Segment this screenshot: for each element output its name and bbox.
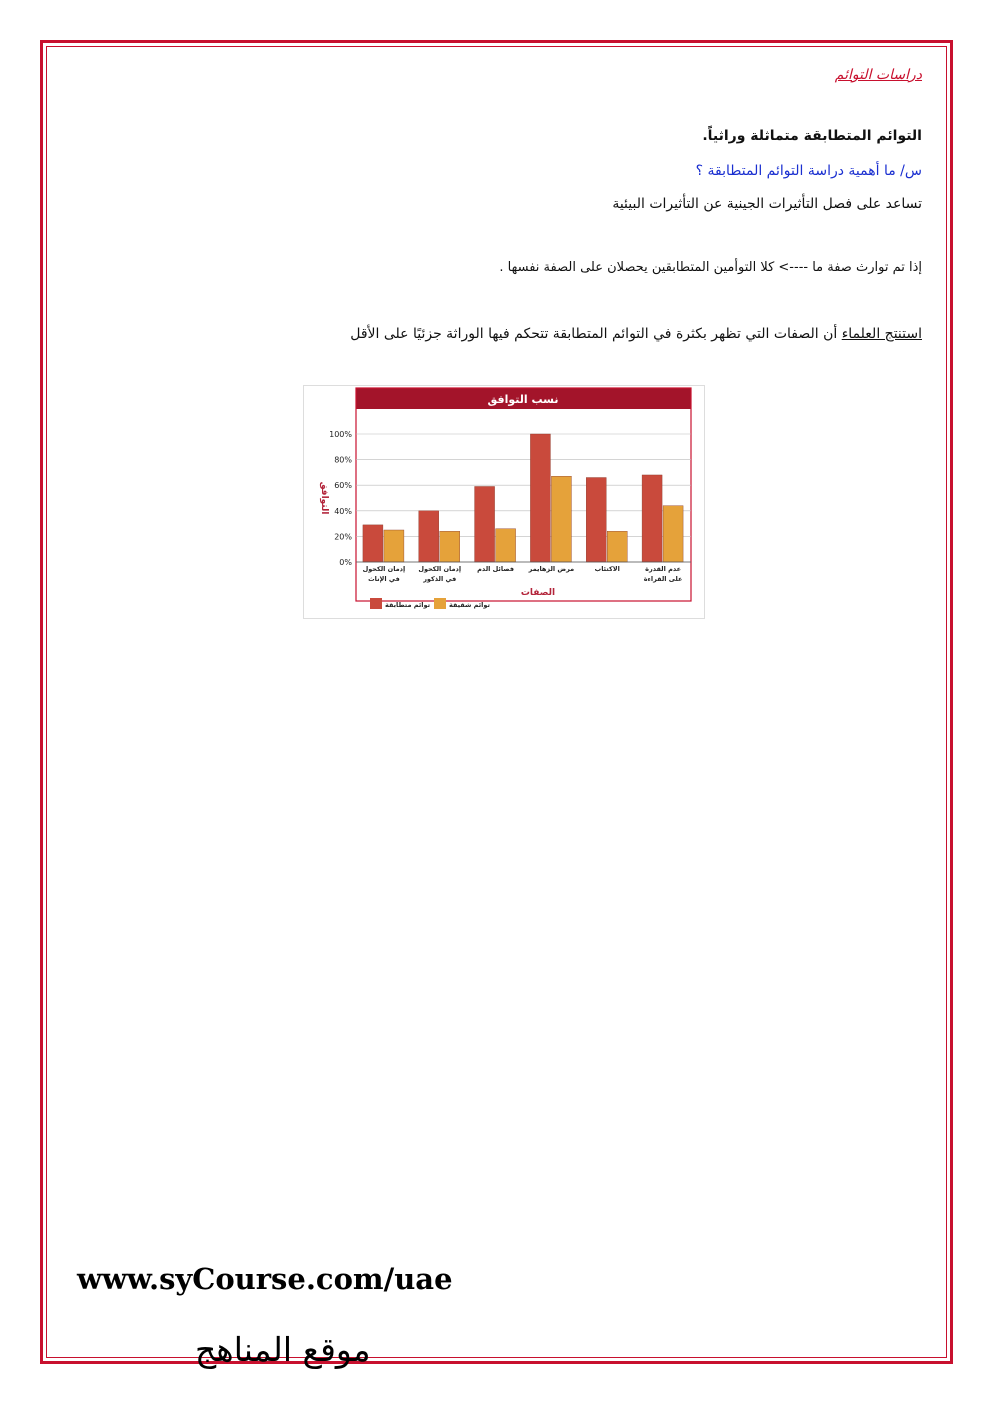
chart-svg	[304, 386, 704, 618]
bar-fraternal	[384, 530, 404, 562]
bar-fraternal	[663, 506, 683, 562]
question-text: س/ ما أهمية دراسة التوائم المتطابقة ؟	[695, 163, 922, 179]
x-tick-label: على القراءة	[643, 575, 683, 583]
bar-identical	[363, 525, 383, 562]
inheritance-statement: إذا تم توارث صفة ما ----> كلا التوأمين المتطابقين يحصلان على الصفة نفسها .	[499, 260, 922, 275]
bar-fraternal	[607, 531, 627, 562]
section-heading: دراسات التوائم	[834, 67, 922, 83]
chart-title: نسب التوافق	[487, 393, 559, 406]
y-axis-label: التوافق	[319, 481, 329, 515]
x-axis-label: الصفات	[520, 588, 556, 598]
x-tick-label: في الذكور	[423, 575, 457, 583]
conclusion-text	[350, 326, 922, 342]
plot-frame	[356, 388, 691, 601]
bar-identical	[642, 475, 662, 562]
x-tick-label: مرض الزهايمر	[528, 565, 575, 573]
bar-identical	[419, 511, 439, 562]
answer-text: تساعد على فصل التأثيرات الجينية عن التأثيرات البيئية	[612, 196, 922, 212]
x-tick-label: إدمان الكحول	[362, 565, 406, 573]
y-tick-label: 0%	[339, 558, 352, 567]
legend-label: توائم متطابقة	[385, 601, 431, 609]
bar-fraternal	[551, 476, 571, 562]
page-border-inner	[46, 46, 947, 1358]
x-tick-label: عدم القدرة	[645, 565, 682, 573]
bar-fraternal	[440, 531, 460, 562]
x-tick-label: فصائل الدم	[477, 565, 514, 573]
x-tick-label: الاكتئاب	[594, 565, 620, 573]
legend-label: توائم شقيقة	[449, 601, 490, 609]
bar-identical	[475, 486, 495, 562]
y-tick-label: 100%	[329, 430, 352, 439]
x-tick-label: إدمان الكحول	[418, 565, 462, 573]
conclusion-lead: استنتج العلماء	[841, 326, 922, 342]
website-url: www.syCourse.com/uae	[77, 1262, 453, 1296]
y-tick-label: 80%	[334, 455, 352, 465]
bar-identical	[586, 478, 606, 562]
x-tick-label: في الإناث	[368, 575, 400, 583]
legend-swatch	[434, 598, 446, 609]
y-tick-label: 20%	[334, 532, 352, 542]
concordance-chart	[303, 385, 705, 619]
bar-identical	[530, 434, 550, 562]
site-logo-text: موقع المناهج	[195, 1330, 371, 1369]
identical-twins-statement: التوائم المتطابقة متماثلة وراثياً.	[702, 128, 922, 144]
y-tick-label: 40%	[334, 506, 352, 516]
bar-fraternal	[496, 529, 516, 562]
conclusion-rest: أن الصفات التي تظهر بكثرة في التوائم المتطابقة تتحكم فيها الوراثة جزئيًا على الأقل	[350, 326, 842, 342]
y-tick-label: 60%	[334, 481, 352, 491]
legend-swatch	[370, 598, 382, 609]
